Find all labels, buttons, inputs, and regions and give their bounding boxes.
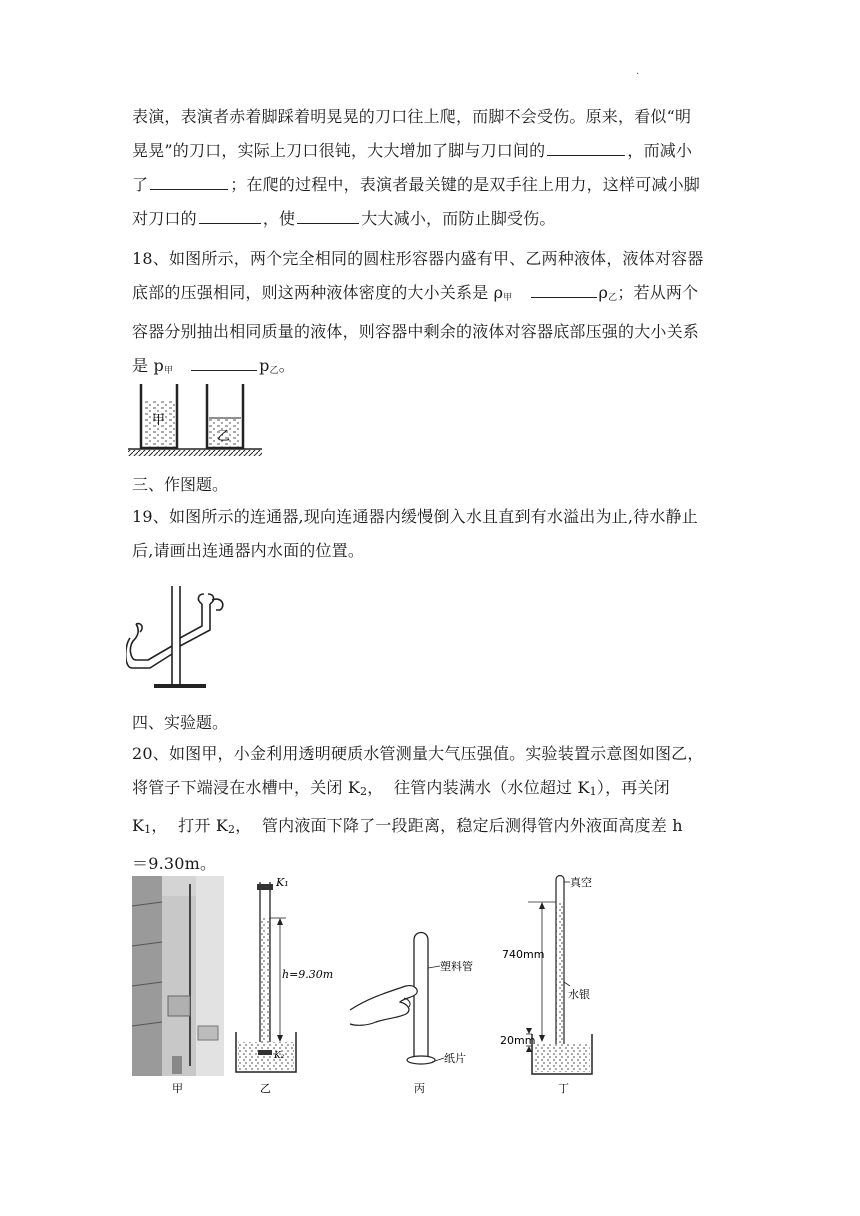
containers-figure <box>128 382 264 462</box>
answer-blank[interactable] <box>199 222 261 224</box>
question-19-text <box>132 500 732 568</box>
label-mercury: 水银 <box>568 988 590 1001</box>
q20-line-4: ＝9.30m。 <box>132 854 217 873</box>
subscript-2: 2 <box>227 823 236 836</box>
barometer-ding-figure <box>498 872 608 1096</box>
label-vacuum: 真空 <box>570 876 592 889</box>
answer-blank[interactable] <box>191 369 257 371</box>
q17-line-3a: 了 <box>132 175 149 194</box>
q20-line-2c: ），再关闭 <box>596 778 670 797</box>
label-plastic-tube: 塑料管 <box>440 960 473 973</box>
q17-line-2b: ，而减小 <box>627 141 693 160</box>
height-label: h=9.30m <box>282 968 334 981</box>
q20-line-1: 20、如图甲，小金利用透明硬质水管测量大气压强值。实验装置示意图如图乙， <box>132 744 704 763</box>
caption-yi: 乙 <box>260 1082 271 1095</box>
subscript-1: 1 <box>144 823 152 836</box>
label-20mm: 20mm <box>500 1034 536 1047</box>
subscript-jia: 甲 <box>503 293 513 303</box>
caption-ding: 丁 <box>558 1082 569 1095</box>
question-17-text <box>132 100 732 236</box>
question-20-text <box>132 737 732 881</box>
q20-line-3c: ， 管内液面下降了一段距离，稳定后测得管内外液面高度差 h <box>235 816 683 835</box>
apparatus-yi-figure <box>230 872 350 1096</box>
q18-line-4b: p <box>259 356 270 375</box>
q17-line-3b: ；在爬的过程中，表演者最关键的是双手往上用力，这样可减小脚 <box>230 175 701 194</box>
q17-line-4c: 大大减小，而防止脚受伤。 <box>361 209 556 228</box>
q18-line-4c: 。 <box>278 356 295 375</box>
experiment-bing-figure <box>348 928 498 1096</box>
photo-jia-figure <box>132 876 224 1096</box>
subscript-yi: 乙 <box>608 293 618 303</box>
question-18-text <box>132 242 732 388</box>
q18-line-4a: 是 p <box>132 356 164 375</box>
q18-line-3: 容器分别抽出相同质量的液体，则容器中剩余的液体对容器底部压强的大小关系 <box>132 322 700 341</box>
subscript-1: 1 <box>589 785 597 798</box>
q19-line-2: 后,请画出连通器内水面的位置。 <box>132 541 365 560</box>
label-jia: 甲 <box>152 413 166 428</box>
section-3-heading: 三、作图题。 <box>132 475 229 494</box>
answer-blank[interactable] <box>150 188 228 190</box>
q18-line-2c: ；若从两个 <box>617 283 699 302</box>
caption-jia: 甲 <box>172 1082 183 1095</box>
subscript-jia: 甲 <box>163 366 174 376</box>
q20-line-3b: ， 打开 K <box>151 816 228 835</box>
q17-line-4b: ，使 <box>262 209 296 228</box>
communicating-vessel-figure[interactable] <box>126 586 238 694</box>
answer-blank[interactable] <box>547 154 625 156</box>
answer-blank[interactable] <box>531 296 597 298</box>
section-4-heading: 四、实验题。 <box>132 713 229 732</box>
q18-line-2b: ρ <box>598 283 609 302</box>
label-k1: K₁ <box>276 876 289 889</box>
subscript-yi: 乙 <box>269 366 279 376</box>
caption-bing: 丙 <box>414 1082 425 1095</box>
q17-line-1: 表演，表演者赤着脚踩着明晃晃的刀口往上爬，而脚不会受伤。原来，看似“明 <box>132 107 692 126</box>
q20-line-3a: K <box>132 816 145 835</box>
q17-line-4a: 对刀口的 <box>132 209 197 228</box>
answer-blank[interactable] <box>297 222 359 224</box>
header-dot: . <box>636 66 640 77</box>
q18-line-2a: 底部的压强相同，则这两种液体密度的大小关系是 ρ <box>132 283 504 302</box>
label-740mm: 740mm <box>502 948 545 961</box>
label-paper: 纸片 <box>444 1052 466 1065</box>
label-k2: K₂ <box>274 1051 285 1061</box>
subscript-2: 2 <box>360 785 368 798</box>
q18-line-1: 18、如图所示，两个完全相同的圆柱形容器内盛有甲、乙两种液体，液体对容器 <box>132 249 704 268</box>
q17-line-2a: 晃晃”的刀口，实际上刀口很钝，大大增加了脚与刀口间的 <box>132 141 546 160</box>
q20-line-2b: ， 往管内装满水（水位超过 K <box>367 778 590 797</box>
label-yi: 乙 <box>217 429 231 444</box>
q19-line-1: 19、如图所示的连通器,现向连通器内缓慢倒入水且直到有水溢出为止,待水静止 <box>132 507 698 526</box>
q20-line-2a: 将管子下端浸在水槽中，关闭 K <box>132 778 361 797</box>
